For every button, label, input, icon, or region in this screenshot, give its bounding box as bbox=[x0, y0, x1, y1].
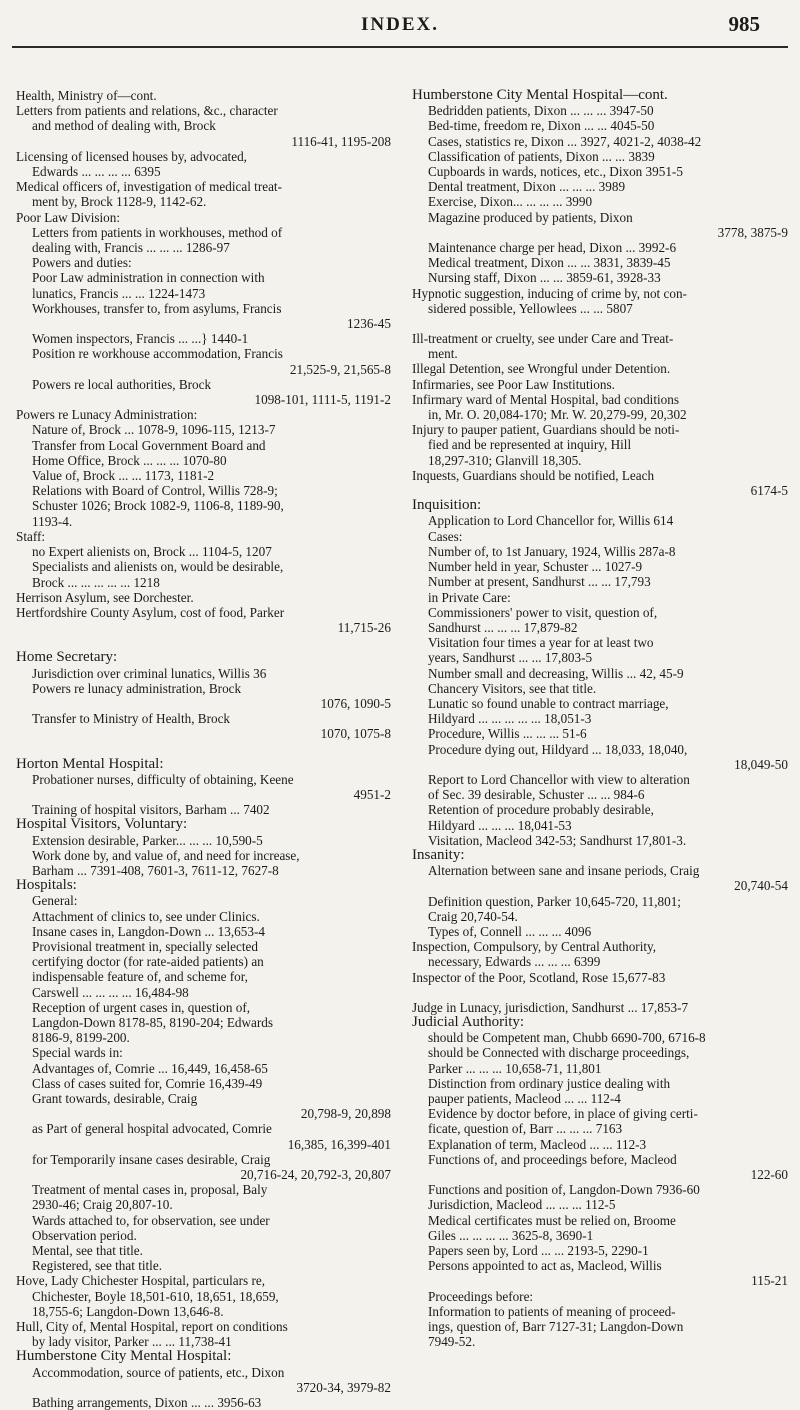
index-entry: should be Connected with discharge proceedings, bbox=[428, 1045, 690, 1061]
index-entry: Retention of procedure probably desirable, bbox=[428, 802, 654, 818]
index-heading: Judge in Lunacy, jurisdiction, Sandhurst ... 17,853-7 bbox=[412, 999, 689, 1015]
index-entry: Women inspectors, Francis ... ...} 1440-1 bbox=[32, 331, 249, 347]
index-entry: Distinction from ordinary justice dealing with bbox=[428, 1075, 671, 1091]
index-entry: 21,525-9, 21,565-8 bbox=[289, 361, 391, 377]
index-entry: in Private Care: bbox=[428, 589, 511, 605]
index-entry: Proceedings before: bbox=[428, 1288, 534, 1304]
index-entry: Jurisdiction, Macleod ... ... ... 112-5 bbox=[428, 1197, 616, 1213]
entry-spacer bbox=[16, 635, 391, 650]
index-entry: Visitation, Macleod 342-53; Sandhurst 17,801-3. bbox=[428, 832, 687, 848]
index-entry: Registered, see that title. bbox=[32, 1258, 163, 1274]
index-entry: 1098-101, 1111-5, 1191-2 bbox=[254, 392, 391, 408]
index-entry: Edwards ... ... ... ... 6395 bbox=[32, 164, 161, 180]
index-entry: Special wards in: bbox=[32, 1045, 123, 1061]
index-entry: 1070, 1075-8 bbox=[320, 726, 391, 742]
index-entry: Commissioners' power to visit, question of, bbox=[428, 604, 658, 620]
index-entry: 3778, 3875-9 bbox=[717, 224, 788, 240]
index-entry: Medical treatment, Dixon ... ... 3831, 3839-45 bbox=[428, 255, 671, 271]
index-heading: Infirmaries, see Poor Law Institutions. bbox=[412, 376, 615, 392]
index-entry: Powers re local authorities, Brock bbox=[32, 376, 212, 392]
index-heading: Letters from patients and relations, &c., character bbox=[16, 103, 278, 119]
index-entry: in, Mr. O. 20,084-170; Mr. W. 20,279-99, 20,302 bbox=[428, 407, 687, 423]
index-entry: Explanation of term, Macleod ... ... 112-3 bbox=[428, 1136, 647, 1152]
index-entry: Work done by, and value of, and need for increase, bbox=[32, 847, 300, 863]
index-entry: lunatics, Francis ... ... 1224-1473 bbox=[32, 285, 206, 301]
index-entry: Barham ... 7391-408, 7601-3, 7611-12, 7627-8 bbox=[32, 862, 279, 878]
index-entry: Number at present, Sandhurst ... ... 17,793 bbox=[428, 574, 651, 590]
index-entry: 20,716-24, 20,792-3, 20,807 bbox=[240, 1167, 391, 1183]
index-entry: Number small and decreasing, Willis ... 42, 45-9 bbox=[428, 665, 684, 681]
index-entry: Papers seen by, Lord ... ... 2193-5, 2290-1 bbox=[428, 1243, 649, 1259]
index-entry: no Expert alienists on, Brock ... 1104-5, 1207 bbox=[32, 544, 272, 560]
index-entry: Maintenance charge per head, Dixon ... 3992-6 bbox=[428, 240, 677, 256]
index-entry: fied and be represented at inquiry, Hill bbox=[428, 437, 632, 453]
index-entry: dealing with, Francis ... ... ... 1286-97 bbox=[32, 240, 230, 256]
index-heading: Inspection, Compulsory, by Central Authority, bbox=[412, 939, 657, 955]
index-entry: Dental treatment, Dixon ... ... ... 3989 bbox=[428, 179, 626, 195]
index-entry: Persons appointed to act as, Macleod, Willis bbox=[428, 1258, 662, 1274]
index-entry: 7949-52. bbox=[428, 1334, 476, 1350]
index-heading: Medical officers of, investigation of medical treat- bbox=[16, 179, 282, 195]
index-heading: Licensing of licensed houses by, advocated, bbox=[16, 148, 247, 164]
index-entry: Craig 20,740-54. bbox=[428, 908, 518, 924]
index-entry: Procedure, Willis ... ... ... 51-6 bbox=[428, 726, 587, 742]
index-entry: Treatment of mental cases in, proposal, Baly bbox=[32, 1182, 268, 1198]
index-entry: Alternation between sane and insane periods, Craig bbox=[428, 863, 700, 879]
index-entry: years, Sandhurst ... ... 17,803-5 bbox=[428, 650, 593, 666]
index-entry: 18,049-50 bbox=[734, 756, 788, 772]
index-entry: certifying doctor (for rate-aided patients) an bbox=[32, 954, 264, 970]
index-entry: Probationer nurses, difficulty of obtaining, Keene bbox=[32, 771, 294, 787]
index-entry: Attachment of clinics to, see under Clinics. bbox=[32, 908, 260, 924]
index-entry: Mental, see that title. bbox=[32, 1243, 143, 1259]
page-number: 985 bbox=[728, 12, 760, 36]
index-heading: Home Secretary: bbox=[16, 649, 118, 666]
index-entry: Specialists and alienists on, would be desirable, bbox=[32, 559, 284, 575]
index-entry: ficate, question of, Barr ... ... ... 7163 bbox=[428, 1121, 623, 1137]
index-entry: Application to Lord Chancellor for, Willis 614 bbox=[428, 513, 674, 529]
index-entry: 2930-46; Craig 20,807-10. bbox=[32, 1197, 173, 1213]
index-entry: should be Competent man, Chubb 6690-700, 6716-8 bbox=[428, 1030, 706, 1046]
index-entry: 1193-4. bbox=[32, 513, 73, 529]
index-entry: Hildyard ... ... ... ... ... 18,051-3 bbox=[428, 711, 592, 727]
index-entry: Insane cases in, Langdon-Down ... 13,653-4 bbox=[32, 923, 265, 939]
index-heading: Judicial Authority: bbox=[412, 1013, 525, 1030]
index-entry: Relations with Board of Control, Willis 728-9; bbox=[32, 483, 278, 499]
index-entry: Transfer to Ministry of Health, Brock bbox=[32, 711, 231, 727]
index-entry: Schuster 1026; Brock 1082-9, 1106-8, 1189-90, bbox=[32, 498, 284, 514]
index-column-left bbox=[16, 88, 391, 1410]
index-entry: Powers and duties: bbox=[32, 255, 132, 271]
index-entry: 6174-5 bbox=[750, 483, 788, 499]
index-heading: Humberstone City Mental Hospital: bbox=[16, 1348, 232, 1365]
index-entry: Giles ... ... ... ... 3625-8, 3690-1 bbox=[428, 1227, 594, 1243]
index-entry: Bathing arrangements, Dixon ... ... 3956-63 bbox=[32, 1395, 262, 1410]
index-entry: for Temporarily insane cases desirable, Craig bbox=[32, 1151, 271, 1167]
index-entry: Training of hospital visitors, Barham ... 7402 bbox=[32, 802, 270, 818]
index-entry: Hildyard ... ... ... 18,041-53 bbox=[428, 817, 572, 833]
index-entry: Evidence by doctor before, in place of giving certi- bbox=[428, 1106, 698, 1122]
index-entry: Home Office, Brock ... ... ... 1070-80 bbox=[32, 452, 227, 468]
index-entry: Nursing staff, Dixon ... ... 3859-61, 3928-33 bbox=[428, 270, 661, 286]
index-entry: Bed-time, freedom re, Dixon ... ... 4045-50 bbox=[428, 118, 655, 134]
index-entry: indispensable feature of, and scheme for, bbox=[32, 969, 248, 985]
index-entry: Functions of, and proceedings before, Macleod bbox=[428, 1151, 677, 1167]
index-entry: Classification of patients, Dixon ... ... 3839 bbox=[428, 148, 655, 164]
index-entry: Workhouses, transfer to, from asylums, Francis bbox=[32, 300, 282, 316]
index-entry: ings, question of, Barr 7127-31; Langdon-Down bbox=[428, 1319, 684, 1335]
index-entry: of Sec. 39 desirable, Schuster ... ... 984-6 bbox=[428, 787, 645, 803]
index-entry: Cases, statistics re, Dixon ... 3927, 4021-2, 4038-42 bbox=[428, 133, 702, 149]
index-entry: sidered possible, Yellowlees ... ... 5807 bbox=[428, 300, 633, 316]
index-entry: as Part of general hospital advocated, Comrie bbox=[32, 1121, 272, 1137]
index-entry: Wards attached to, for observation, see under bbox=[32, 1212, 270, 1228]
index-entry: Medical certificates must be relied on, Broome bbox=[428, 1212, 676, 1228]
index-entry: Position re workhouse accommodation, Francis bbox=[32, 346, 283, 362]
index-entry: Extension desirable, Parker... ... ... 10,590-5 bbox=[32, 832, 263, 848]
index-entry: Chichester, Boyle 18,501-610, 18,651, 18,659, bbox=[32, 1288, 279, 1304]
index-entry: Magazine produced by patients, Dixon bbox=[428, 209, 633, 225]
index-entry: Functions and position of, Langdon-Down 7936-60 bbox=[428, 1182, 700, 1198]
index-heading: Hospital Visitors, Voluntary: bbox=[16, 816, 188, 833]
index-entry: Brock ... ... ... ... ... 1218 bbox=[32, 574, 160, 590]
index-entry: Chancery Visitors, see that title. bbox=[428, 680, 597, 696]
index-entry: ment by, Brock 1128-9, 1142-62. bbox=[32, 194, 207, 210]
page-header bbox=[0, 14, 800, 44]
index-heading: Health, Ministry of—cont. bbox=[16, 88, 157, 103]
index-entry: Observation period. bbox=[32, 1227, 137, 1243]
index-entry: Cupboards in wards, notices, etc., Dixon 3951-5 bbox=[428, 164, 683, 180]
index-entry: Value of, Brock ... ... 1173, 1181-2 bbox=[32, 468, 215, 484]
index-entry: Cases: bbox=[428, 528, 463, 544]
index-heading: Insanity: bbox=[412, 846, 465, 863]
index-entry: by lady visitor, Parker ... ... 11,738-41 bbox=[32, 1334, 232, 1350]
index-entry: Nature of, Brock ... 1078-9, 1096-115, 1213-7 bbox=[32, 422, 276, 438]
index-heading: Inquisition: bbox=[412, 497, 482, 514]
index-heading: Herrison Asylum, see Dorchester. bbox=[16, 589, 194, 605]
index-entry: Bedridden patients, Dixon ... ... ... 3947-50 bbox=[428, 103, 654, 119]
index-heading: Powers re Lunacy Administration: bbox=[16, 407, 198, 423]
entry-spacer bbox=[412, 316, 788, 331]
index-entry: 122-60 bbox=[750, 1167, 788, 1183]
index-entry: Visitation four times a year for at least two bbox=[428, 635, 654, 651]
index-entry: pauper patients, Macleod ... ... 112-4 bbox=[428, 1091, 621, 1106]
index-entry: 20,740-54 bbox=[734, 878, 788, 894]
index-entry: ment. bbox=[428, 346, 458, 362]
index-entry: Letters from patients in workhouses, method of bbox=[32, 224, 283, 240]
index-heading: Humberstone City Mental Hospital—cont. bbox=[412, 87, 668, 103]
index-entry: Definition question, Parker 10,645-720, 11,801; bbox=[428, 893, 681, 909]
index-column-right bbox=[412, 88, 788, 1349]
index-heading: Hove, Lady Chichester Hospital, particulars re, bbox=[16, 1273, 266, 1289]
index-entry: 18,755-6; Langdon-Down 13,646-8. bbox=[32, 1303, 224, 1319]
index-heading: Staff: bbox=[16, 528, 46, 544]
index-heading: Infirmary ward of Mental Hospital, bad conditions bbox=[412, 391, 679, 407]
index-entry: 8186-9, 8199-200. bbox=[32, 1030, 130, 1046]
index-entry: Grant towards, desirable, Craig bbox=[32, 1091, 198, 1106]
index-entry: 115-21 bbox=[751, 1273, 788, 1289]
index-entry: Parker ... ... ... 10,658-71, 11,801 bbox=[428, 1060, 602, 1076]
index-entry: Carswell ... ... ... ... 16,484-98 bbox=[32, 984, 189, 1000]
page-title: INDEX. bbox=[361, 14, 439, 35]
index-heading: Hull, City of, Mental Hospital, report on conditions bbox=[16, 1319, 288, 1335]
index-entry: Lunatic so found unable to contract marriage, bbox=[428, 695, 669, 711]
index-entry: 3720-34, 3979-82 bbox=[296, 1379, 391, 1395]
index-heading: Horton Mental Hospital: bbox=[16, 755, 164, 772]
index-entry: Information to patients of meaning of proceed- bbox=[428, 1303, 676, 1319]
entry-spacer bbox=[16, 742, 391, 757]
index-entry: 4951-2 bbox=[353, 786, 391, 802]
index-entry: Exercise, Dixon... ... ... ... 3990 bbox=[428, 194, 593, 210]
index-entry: 20,798-9, 20,898 bbox=[300, 1106, 391, 1122]
index-entry: Report to Lord Chancellor with view to alteration bbox=[428, 771, 690, 787]
index-entry: Transfer from Local Government Board and bbox=[32, 437, 266, 453]
index-entry: Class of cases suited for, Comrie 16,439-49 bbox=[32, 1075, 263, 1091]
index-heading: Inquests, Guardians should be notified, Leach bbox=[412, 467, 655, 483]
index-heading: Hospitals: bbox=[16, 877, 77, 894]
index-entry: Procedure dying out, Hildyard ... 18,033, 18,040, bbox=[428, 741, 688, 757]
index-entry: Number held in year, Schuster ... 1027-9 bbox=[428, 559, 643, 575]
index-entry: 1076, 1090-5 bbox=[320, 695, 391, 711]
index-heading: Injury to pauper patient, Guardians should be noti- bbox=[412, 422, 680, 438]
index-entry: Powers re lunacy administration, Brock bbox=[32, 680, 242, 696]
index-entry: General: bbox=[32, 893, 78, 909]
entry-spacer bbox=[412, 985, 788, 1000]
index-heading: Poor Law Division: bbox=[16, 209, 121, 225]
index-entry: Number of, to 1st January, 1924, Willis 287a-8 bbox=[428, 543, 676, 559]
index-entry: Jurisdiction over criminal lunatics, Willis 36 bbox=[32, 665, 267, 681]
index-entry: necessary, Edwards ... ... ... 6399 bbox=[428, 954, 601, 970]
index-entry: Types of, Connell ... ... ... 4096 bbox=[428, 923, 592, 939]
index-heading: Inspector of the Poor, Scotland, Rose 15,677-83 bbox=[412, 969, 666, 985]
index-entry: Advantages of, Comrie ... 16,449, 16,458-65 bbox=[32, 1060, 268, 1076]
index-heading: Ill-treatment or cruelty, see under Care and Treat- bbox=[412, 331, 674, 347]
index-entry: Reception of urgent cases in, question of, bbox=[32, 999, 251, 1015]
index-entry: Poor Law administration in connection with bbox=[32, 270, 265, 286]
index-heading: Hertfordshire County Asylum, cost of food, Parker bbox=[16, 604, 285, 620]
index-entry: Langdon-Down 8178-85, 8190-204; Edwards bbox=[32, 1014, 274, 1030]
index-heading: Illegal Detention, see Wrongful under Detention. bbox=[412, 361, 671, 377]
index-entry: Provisional treatment in, specially selected bbox=[32, 938, 258, 954]
index-entry: 1116-41, 1195-208 bbox=[291, 133, 391, 149]
index-entry: 18,297-310; Glanvill 18,305. bbox=[428, 452, 582, 468]
index-entry: 11,715-26 bbox=[337, 620, 391, 636]
index-heading: Hypnotic suggestion, inducing of crime by, not con- bbox=[412, 285, 687, 301]
index-entry: and method of dealing with, Brock bbox=[32, 118, 216, 134]
index-entry: Sandhurst ... ... ... 17,879-82 bbox=[428, 619, 578, 635]
index-entry: 16,385, 16,399-401 bbox=[287, 1136, 391, 1152]
index-entry: 1236-45 bbox=[347, 316, 391, 332]
header-rule bbox=[12, 46, 788, 48]
index-entry: Accommodation, source of patients, etc., Dixon bbox=[32, 1364, 285, 1380]
